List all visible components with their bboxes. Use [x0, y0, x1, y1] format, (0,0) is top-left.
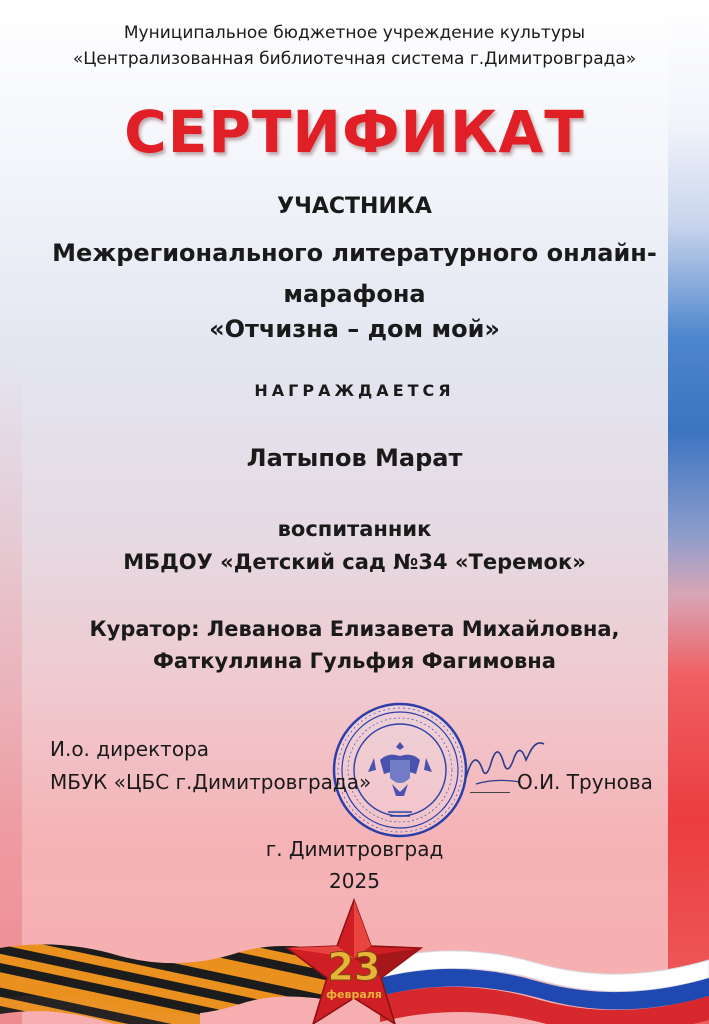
- certificate-title: СЕРТИФИКАТ: [124, 98, 585, 166]
- signatory-position-line-2: МБУК «ЦБС г.Димитровграда»: [50, 770, 372, 794]
- star-number: 23: [327, 945, 381, 989]
- event-line-1: Межрегионального литературного онлайн-: [52, 239, 657, 267]
- star-emblem: [283, 896, 425, 1024]
- year: 2025: [329, 869, 380, 893]
- header-line-2: «Централизованная библиотечная система г.Димитровграда»: [72, 49, 637, 69]
- star-caption: февраля: [326, 988, 382, 1001]
- russian-flag-ribbon: [380, 930, 709, 1024]
- event-line-2: марафона: [283, 280, 426, 308]
- certificate-subtitle: УЧАСТНИКА: [277, 194, 432, 219]
- recipient-name: Латыпов Марат: [246, 444, 463, 472]
- role-line-2: МБДОУ «Детский сад №34 «Теремок»: [123, 550, 586, 574]
- curator-line-1: Куратор: Леванова Елизавета Михайловна,: [89, 617, 620, 641]
- signatory-name: О.И. Трунова: [517, 770, 653, 794]
- event-line-3: «Отчизна – дом мой»: [209, 315, 500, 343]
- place: г. Димитровград: [265, 837, 444, 861]
- signatory-position-line-1: И.о. директора: [50, 737, 210, 761]
- role-line-1: воспитанник: [277, 517, 432, 541]
- header-line-1: Муниципальное бюджетное учреждение культуры: [123, 23, 586, 43]
- awarded-label: НАГРАЖДАЕТСЯ: [254, 381, 455, 400]
- signature-underline: [470, 792, 510, 793]
- curator-line-2: Фаткуллина Гульфия Фагимовна: [153, 649, 556, 673]
